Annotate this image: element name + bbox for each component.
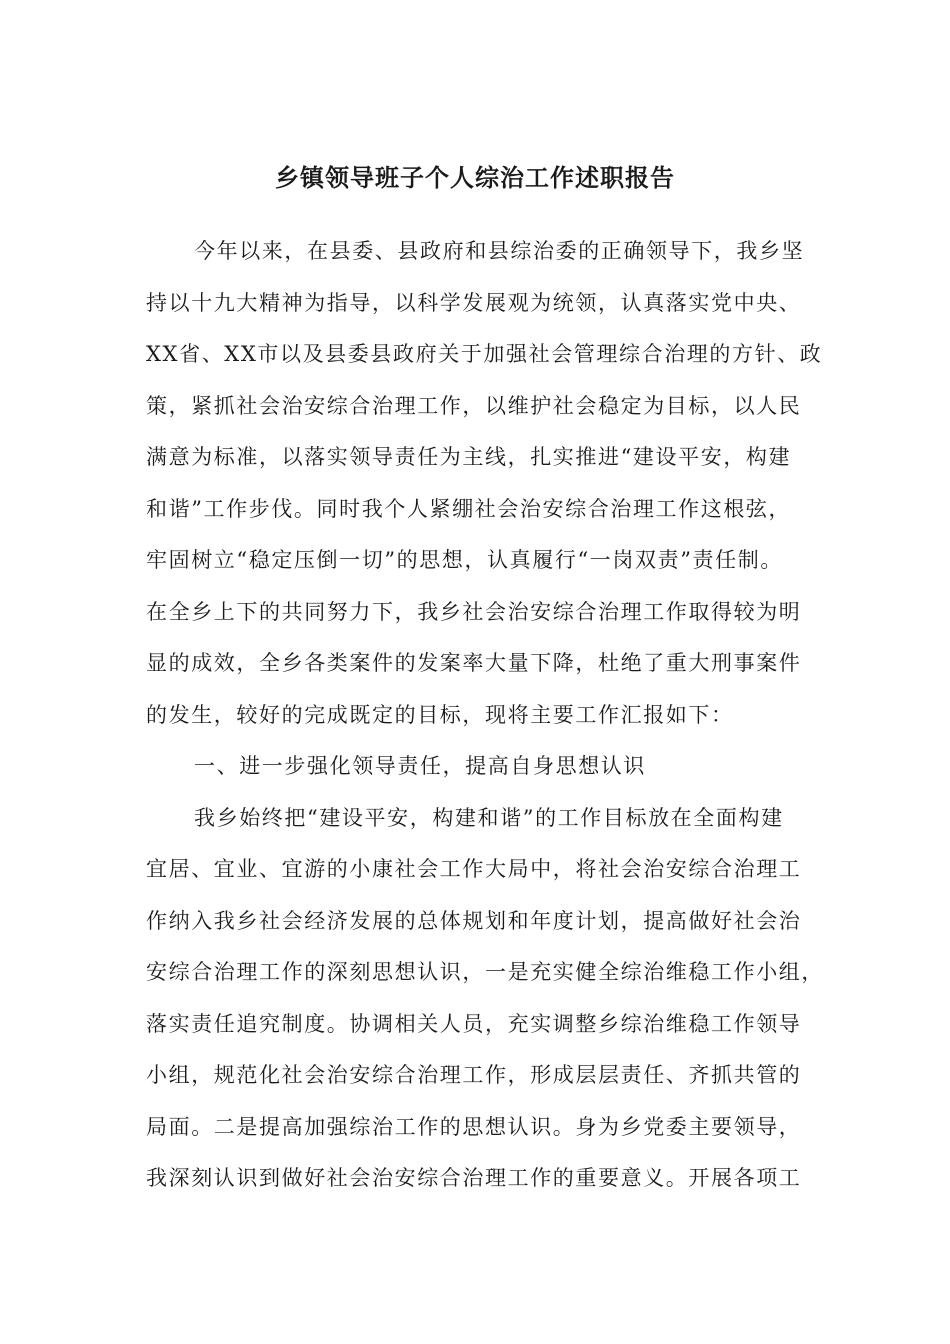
body-line: XX省、XX市以及县委县政府关于加强社会管理综合治理的方针、政 — [146, 342, 823, 366]
body-line: 持以十九大精神为指导，以科学发展观为统领，认真落实党中央、 — [146, 290, 802, 315]
body-line: 策，紧抓社会治安综合治理工作，以维护社会稳定为目标，以人民 — [146, 393, 802, 418]
body-line: 牢固树立“稳定压倒一切”的思想，认真履行“一岗双责”责任制。 — [146, 548, 783, 572]
body-line: 小组，规范化社会治安综合治理工作，形成层层责任、齐抓共管的 — [146, 1063, 802, 1087]
body-line: 局面。二是提高加强综治工作的思想认识。身为乡党委主要领导， — [146, 1114, 802, 1139]
body-line: 一、进一步强化领导责任，提高自身思想认识 — [194, 754, 646, 778]
body-line: 落实责任追究制度。协调相关人员，充实调整乡综治维稳工作领导 — [146, 1011, 802, 1036]
document-body — [146, 226, 824, 1205]
body-line: 显的成效，全乡各类案件的发案率大量下降，杜绝了重大刑事案件 — [146, 651, 802, 675]
body-line: 满意为标准，以落实领导责任为主线，扎实推进“建设平安，构建 — [146, 445, 792, 469]
body-line: 我乡始终把“建设平安，构建和谐”的工作目标放在全面构建 — [194, 805, 784, 830]
body-line: 的发生，较好的完成既定的目标，现将主要工作汇报如下： — [146, 702, 734, 727]
body-line: 安综合治理工作的深刻思想认识，一是充实健全综治维稳工作小组， — [146, 960, 824, 984]
document-title: 乡镇领导班子个人综治工作述职报告 — [275, 163, 675, 192]
body-line: 作纳入我乡社会经济发展的总体规划和年度计划，提高做好社会治 — [146, 908, 802, 933]
body-line: 在全乡上下的共同努力下，我乡社会治安综合治理工作取得较为明 — [146, 599, 802, 624]
body-line: 宜居、宜业、宜游的小康社会工作大局中，将社会治安综合治理工 — [146, 857, 802, 881]
body-line: 我深刻认识到做好社会治安综合治理工作的重要意义。开展各项工 — [146, 1166, 802, 1190]
body-line: 今年以来，在县委、县政府和县综治委的正确领导下，我乡坚 — [194, 239, 805, 263]
body-line: 和谐”工作步伐。同时我个人紧绷社会治安综合治理工作这根弦， — [146, 496, 792, 521]
